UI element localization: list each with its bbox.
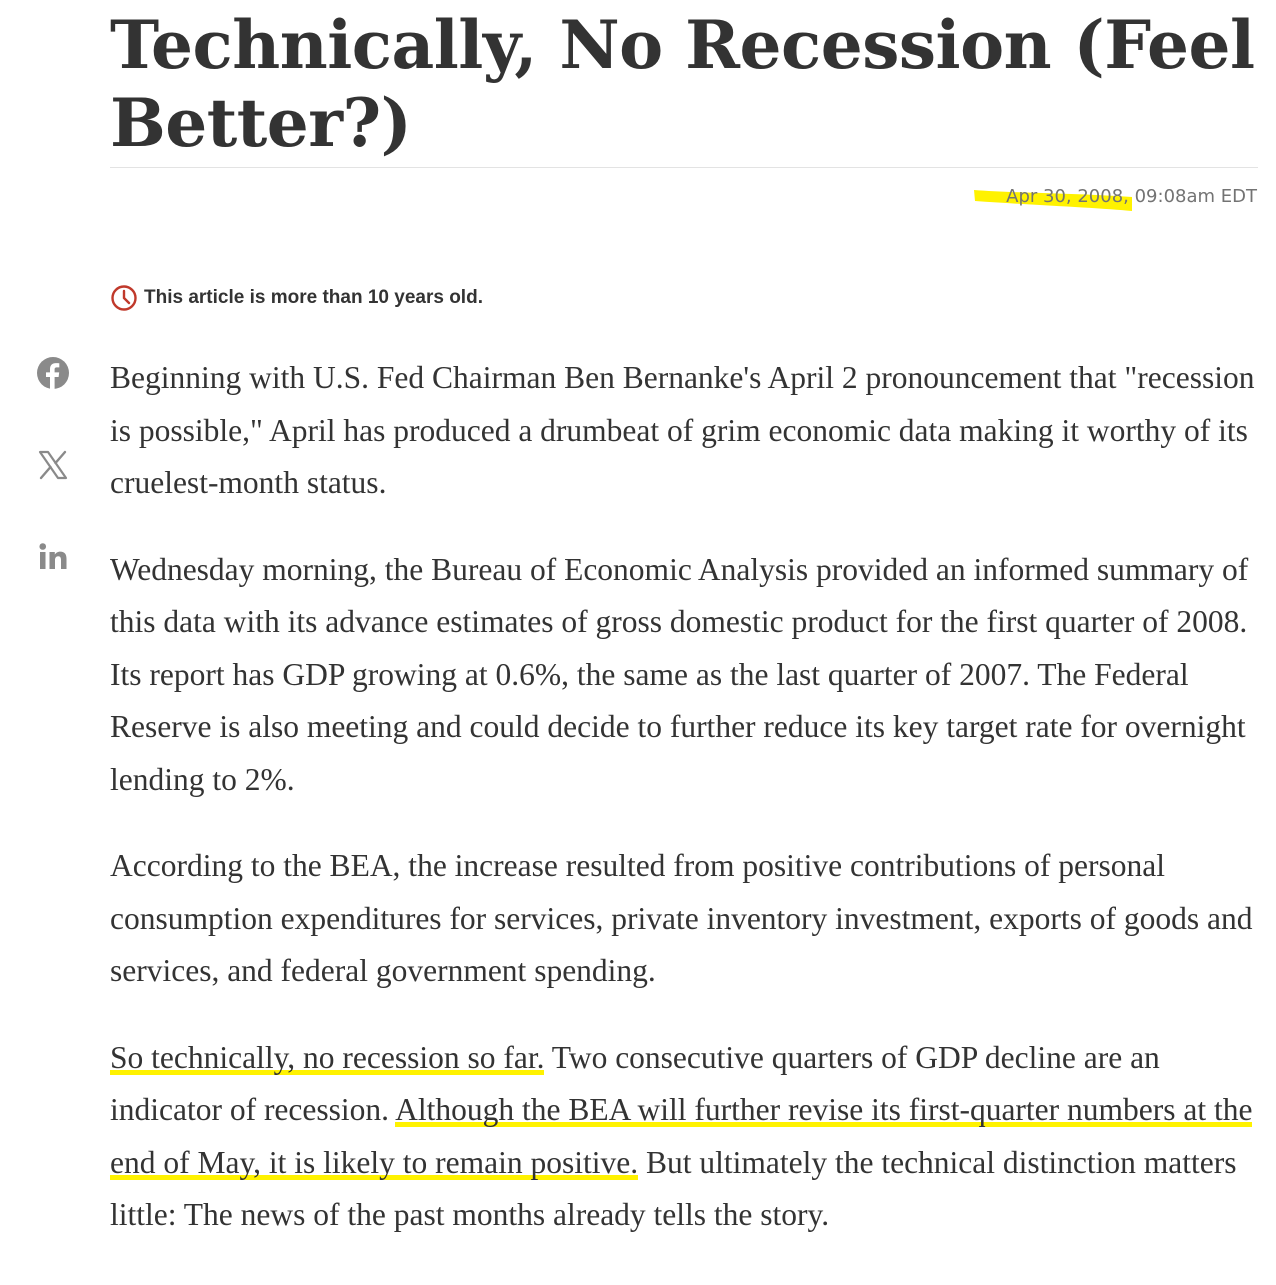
article-body (110, 352, 1260, 1276)
clock-icon (110, 284, 138, 312)
paragraph-2: Wednesday morning, the Bureau of Economic Analysis provided an informed summary of this data with its advance estimates of gross domestic product for the first quarter of 2008. Its report has GDP growing at 0.6%, the same as the last quarter of 2007. The Federal Reserve is also meeting and could decide to further reduce its key target rate for overnight lending to 2%. (110, 551, 1249, 797)
paragraph-text: Two consecutive quarters of GDP decline are an indicator of recession. (110, 1039, 1160, 1127)
highlighted-text: Although the BEA will further revise its first-quarter numbers at the end of May, it is likely to remain positive. (110, 1092, 1253, 1180)
publish-timestamp: Apr 30, 2008, 09:08am EDT (1006, 186, 1257, 207)
paragraph-1: Beginning with U.S. Fed Chairman Ben Bernanke's April 2 pronouncement that "recession is possible," April has produced a drumbeat of grim economic data making it worthy of its cruelest-month status. (110, 360, 1255, 500)
linkedin-icon[interactable] (34, 538, 72, 576)
highlighted-text: So technically, no recession so far. (110, 1039, 545, 1075)
paragraph-4 (110, 1032, 1260, 1242)
article-age-notice (110, 284, 483, 312)
age-notice-text: This article is more than 10 years old. (144, 287, 483, 308)
page-title: Technically, No Recession (Feel Better?) (110, 6, 1255, 162)
title-divider (110, 167, 1258, 168)
paragraph-text: But ultimately the technical distinction matters little: The news of the past months already tells the story. (110, 1144, 1237, 1232)
x-icon[interactable] (34, 446, 72, 484)
facebook-icon[interactable] (34, 354, 72, 392)
paragraph-3: According to the BEA, the increase resulted from positive contributions of personal consumption expenditures for services, private inventory investment, exports of goods and services, and federal government spending. (110, 848, 1253, 988)
